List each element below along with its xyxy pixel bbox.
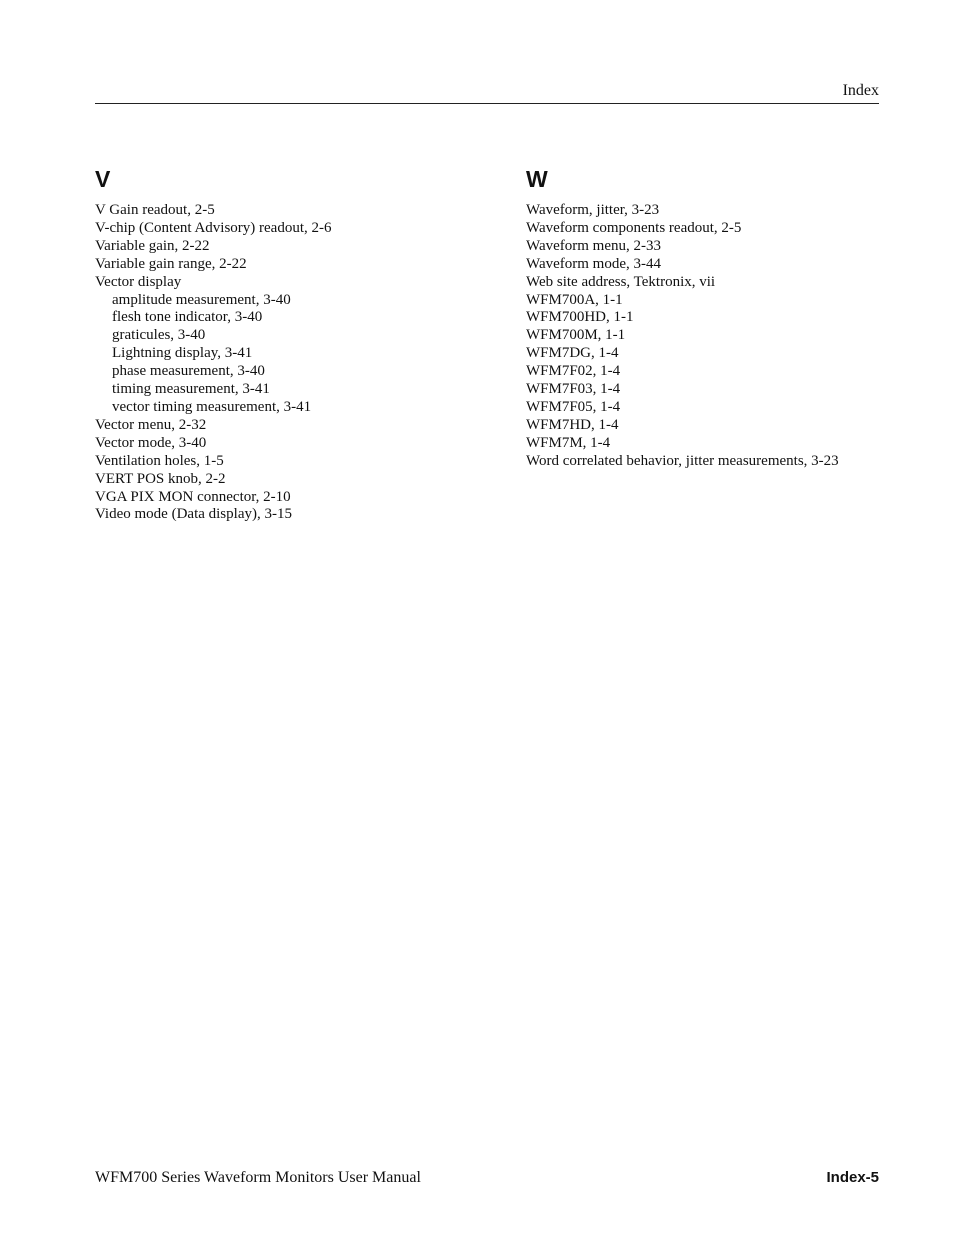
index-subentry: Lightning display, 3-41: [112, 345, 253, 362]
section-letter-heading: V: [95, 166, 111, 192]
index-entry: WFM700M, 1-1: [526, 327, 626, 344]
index-entry: Vector mode, 3-40: [95, 434, 207, 451]
index-subentry: vector timing measurement, 3-41: [112, 398, 312, 415]
index-entry: Variable gain, 2-22: [95, 237, 210, 254]
page-footer: [95, 1168, 879, 1188]
index-subentry: flesh tone indicator, 3-40: [112, 309, 263, 326]
index-entry: WFM7M, 1-4: [526, 434, 611, 451]
index-entry: Waveform components readout, 2-5: [526, 219, 742, 236]
index-entry: Vector display: [95, 273, 182, 290]
index-subentry: phase measurement, 3-40: [112, 363, 265, 380]
index-entry: Variable gain range, 2-22: [95, 255, 247, 272]
index-entry: Waveform mode, 3-44: [526, 255, 661, 272]
index-section-w: [526, 166, 926, 471]
index-section-v: [95, 166, 495, 524]
index-entry: WFM7HD, 1-4: [526, 416, 619, 433]
index-entry: V Gain readout, 2-5: [95, 202, 215, 218]
index-entry: Vector menu, 2-32: [95, 416, 207, 433]
index-entry: VERT POS knob, 2-2: [95, 470, 226, 487]
index-entry: Web site address, Tektronix, vii: [526, 273, 716, 290]
index-subentry: timing measurement, 3-41: [112, 381, 270, 398]
page-header: [95, 82, 879, 104]
index-entry: WFM700HD, 1-1: [526, 309, 634, 326]
section-letter-heading: W: [526, 166, 548, 192]
index-subentry: amplitude measurement, 3-40: [112, 291, 291, 308]
running-header-section: Index: [842, 82, 879, 99]
index-entry: V-chip (Content Advisory) readout, 2-6: [95, 219, 332, 236]
index-entry: WFM7F03, 1-4: [526, 381, 621, 398]
index-entry: Waveform, jitter, 3-23: [526, 202, 660, 218]
index-subentry: graticules, 3-40: [112, 327, 206, 344]
index-entry: WFM7DG, 1-4: [526, 345, 619, 362]
index-entry: Word correlated behavior, jitter measurements, 3-23: [526, 452, 839, 469]
index-entry: Ventilation holes, 1-5: [95, 452, 224, 469]
index-entry: WFM700A, 1-1: [526, 291, 623, 308]
index-entry-list: [95, 202, 495, 524]
index-entry: Video mode (Data display), 3-15: [95, 506, 292, 523]
index-entry: WFM7F02, 1-4: [526, 363, 621, 380]
page-number: Index-5: [826, 1169, 879, 1186]
manual-title: WFM700 Series Waveform Monitors User Manual: [95, 1169, 421, 1186]
index-entry: WFM7F05, 1-4: [526, 398, 621, 415]
index-entry: VGA PIX MON connector, 2-10: [95, 488, 291, 505]
index-entry-list: [526, 202, 926, 471]
index-entry: Waveform menu, 2-33: [526, 237, 661, 254]
